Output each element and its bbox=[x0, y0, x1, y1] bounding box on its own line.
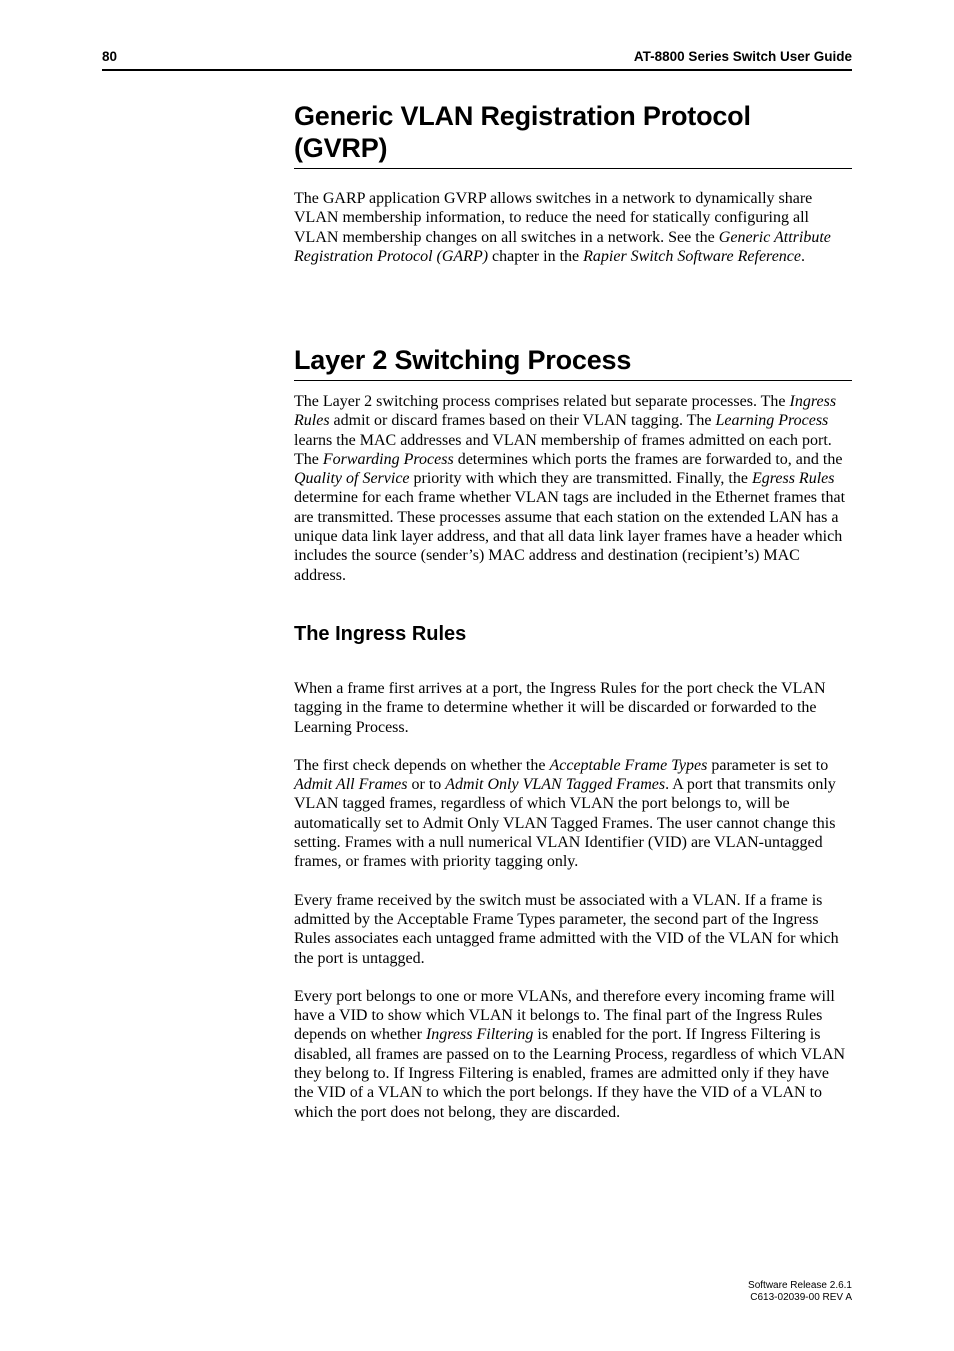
document-code: C613-02039-00 REV A bbox=[750, 1292, 852, 1303]
running-header bbox=[102, 47, 852, 71]
page-footer bbox=[748, 1280, 852, 1304]
gvrp-heading-rule bbox=[294, 168, 852, 169]
layer2-section bbox=[294, 344, 852, 585]
software-release: Software Release 2.6.1 bbox=[748, 1280, 852, 1291]
guide-title: AT-8800 Series Switch User Guide bbox=[633, 49, 852, 64]
ingress-paragraph-1: When a frame first arrives at a port, the Ingress Rules for the port check the VLAN tagging in the frame to determine whether it will be discarded or forwarded to the Learning Process. bbox=[294, 680, 826, 736]
ingress-paragraph-4: Every port belongs to one or more VLANs, and therefore every incoming frame will have a VID to show which VLAN it belongs to. The final part of the Ingress Rules depends on whether Ingress Filtering is enabled for the port. If Ingress Filtering is disabled, all frames are passed on to the Learning Process, regardless of which VLAN they belong to. If Ingress Filtering is enabled, frames are admitted only if they have the VID of a VLAN to which the port belongs. If they have the VID of a VLAN to which the port does not belong, they are discarded. bbox=[294, 987, 846, 1121]
layer2-paragraph: The Layer 2 switching process comprises related but separate processes. The Ingress Rules admit or discard frames based on their VLAN tagging. The Learning Process learns the MAC addresses and VLAN membership of frames admitted on each port. The Forwarding Process determines which ports the frames are forwarded to, and the Quality of Service priority with which they are transmitted. Finally, the Egress Rules determine for each frame whether VLAN tags are included in the Ethernet frames that are transmitted. These processes assume that each station on the extended LAN has a unique data link layer address, and that all data link layer frames have a header which includes the source (sender’s) MAC address and destination (recipient’s) MAC address. bbox=[294, 393, 846, 584]
gvrp-paragraph: The GARP application GVRP allows switches in a network to dynamically share VLAN membership information, to reduce the need for statically configuring all VLAN membership changes on all switches in a network. See the Generic Attribute Registration Protocol (GARP) chapter in the Rapier Switch Software Reference. bbox=[294, 190, 831, 265]
layer2-heading: Layer 2 Switching Process bbox=[294, 345, 632, 375]
page-number: 80 bbox=[102, 49, 118, 64]
ingress-paragraph-3: Every frame received by the switch must be associated with a VLAN. If a frame is admitted by the Acceptable Frame Types parameter, the second part of the Ingress Rules associates each untagged frame admitted with the VID of the VLAN for which the port is untagged. bbox=[294, 891, 839, 967]
garp-chapter-ref: Generic Attribute Registration Protocol (GARP) bbox=[294, 228, 831, 265]
gvrp-heading-line2: (GVRP) bbox=[294, 133, 388, 163]
ingress-paragraph-2: The first check depends on whether the Acceptable Frame Types parameter is set to Admit All Frames or to Admit Only VLAN Tagged Frames. A port that transmits only VLAN tagged frames, regardless of which VLAN the port belongs to, will be automatically set to Admit Only VLAN Tagged Frames. The user cannot change this setting. Frames with a null numerical VLAN Identifier (VID) are VLAN-untagged frames, or frames with priority tagging only. bbox=[294, 756, 836, 871]
ingress-heading: The Ingress Rules bbox=[294, 623, 467, 645]
gvrp-section bbox=[294, 100, 852, 266]
gvrp-heading bbox=[294, 100, 852, 164]
layer2-heading-rule bbox=[294, 380, 852, 381]
gvrp-heading-line1: Generic VLAN Registration Protocol bbox=[294, 101, 751, 131]
ingress-section bbox=[294, 622, 852, 1122]
rapier-reference: Rapier Switch Software Reference bbox=[583, 247, 801, 265]
